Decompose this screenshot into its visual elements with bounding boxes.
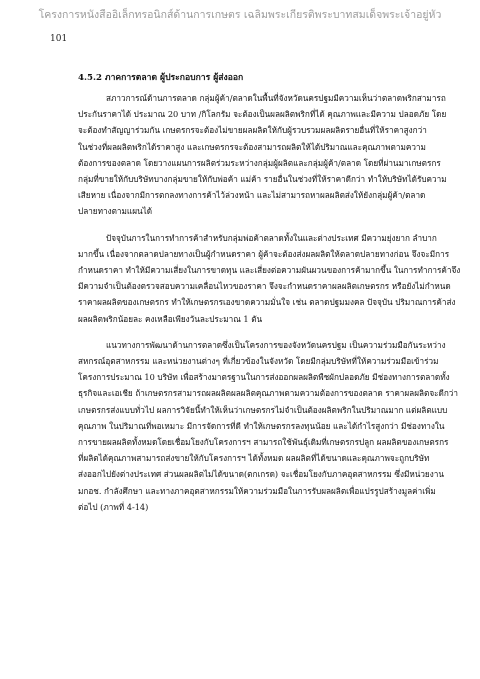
paragraph-line: คุณภาพ ในปริมาณที่พอเหมาะ มีการจัดการที่ดี ทำให้เกษตรกรลงทุนน้อย และได้กำไรสูงกว่า มีช่องทางใน — [78, 420, 445, 431]
paragraph-line: ที่ผลิตได้คุณภาพสามารถส่งขายให้กับโครงการฯ ได้ทั้งหมด ผลผลิตที่ได้ขนาดและคุณภาพจะถูกบริษัท — [78, 453, 430, 464]
main-content — [78, 72, 461, 525]
paragraph-line: สภาวการณ์ด้านการตลาด กลุ่มผู้ค้า/ตลาดในพื้นที่จังหวัดนครปฐมมีความเห็นว่าตลาดพริกสามารถ — [106, 93, 446, 103]
paragraph-line: โครงการประมาณ 10 บริษัท เพื่อสร้างมาตรฐานในการส่งออกผลผลิตพืชผักปลอดภัย มีช่องทางการตลาดทั้ง — [78, 372, 450, 383]
paragraph-development-approach — [78, 337, 458, 515]
paragraph-line: ต่อไป (ภาพที่ 4-14) — [78, 501, 149, 512]
paragraph-line: ต้องการของตลาด โดยวางแผนการผลิตร่วมระหว่างกลุ่มผู้ผลิตและกลุ่มผู้ค้า/ตลาด โดยที่ผ่านมาเกษตรกร — [78, 157, 441, 168]
paragraph-line: กำหนดราคา ทำให้มีความเสี่ยงในการขาดทุน และเสี่ยงต่อความผันผวนของการค้ามากขึ้น ในการทำการค้าจึง — [78, 265, 461, 276]
paragraph-line: เสียหาย เนื่องจากมีการตกลงทางการค้าไว้ล่วงหน้า และไม่สามารถหาผลผลิตส่งให้ยังกลุ่มผู้ค้า/ตลาด — [78, 190, 426, 201]
paragraph-market-situation — [78, 90, 447, 220]
paragraph-line: ธุรกิจและเอเชีย ถ้าเกษตรกรสามารถผลผลิตผลผลิตคุณภาพตามความต้องการของตลาด ราคาผลผลิตจะดีกว่า — [78, 388, 458, 399]
paragraph-line: ส่งออกไปยังต่างประเทศ ส่วนผลผลิตไม่ได้ขนาด(ตกเกรด) จะเชื่อมโยงกับภาคอุตสาหกรรม ซึ่งมีหน่วยงาน — [78, 469, 444, 480]
paragraph-line: การขายผลผลิตทั้งหมดโดยเชื่อมโยงกับโครงการฯ สามารถใช้พันธุ์เดิมที่เกษตรกรปลูก ผลผลิตของเกษตรกร — [78, 437, 449, 448]
paragraph-line: สหกรณ์อุตสาหกรรม และหน่วยงานต่างๆ ที่เกี่ยวข้องในจังหวัด โดยมีกลุ่มบริษัทที่ให้ความร่วมมือเข้าร่วม — [78, 356, 439, 367]
section-heading: 4.5.2 ภาคการตลาด ผู้ประกอบการ ผู้ส่งออก — [78, 73, 244, 83]
paragraph-line: เกษตรกรส่งแบบทั่วไป ผลการวิจัยนี้ทำให้เห็นว่าเกษตรกรไม่จำเป็นต้องผลิตพริกในปริมาณมาก แต่ผลิตแบบ — [78, 404, 448, 415]
paragraph-line: ผลผลิตพริกน้อยละ คงเหลือเพียงวันละประมาณ 1 ตัน — [78, 313, 263, 324]
paragraph-line: ในช่วงที่ผลผลิตพริกได้ราคาสูง และเกษตรกรจะต้องสามารถผลิตให้ได้ปริมาณและคุณภาพตามความ — [78, 141, 426, 152]
page-number: 101 — [50, 34, 68, 44]
paragraph-line: ราคาผลผลิตของเกษตรกร ทำให้เกษตรกรเองขาดความมั่นใจ เช่น ตลาดปฐมมงคล ปัจจุบัน ปริมาณการค้าส่ง — [78, 297, 456, 308]
paragraph-line: ปัจจุบันการในการทำการค้าสำหรับกลุ่มพ่อค้าตลาดทั้งในและต่างประเทศ มีความยุ่งยาก ลำบาก — [106, 232, 437, 243]
paragraph-line: กลุ่มที่ขายให้กับบริษัทบางกลุ่มขายให้กับพ่อค้า แม่ค้า รายอื่นในช่วงที่ให้ราคาดีกว่า ทำให้บริษัทได้รับความ — [78, 174, 447, 185]
paragraph-line: มากขึ้น เนื่องจากตลาดปลายทางเป็นผู้กำหนดราคา ผู้ค้าจะต้องส่งผลผลิตให้ตลาดปลายทางก่อน จึงจะมีการ — [78, 248, 450, 259]
paragraph-line: มกอช. กำลังศึกษา และทางภาคอุตสาหกรรมให้ความร่วมมือในการรับผลผลิตเพื่อแปรรูปสร้างมูลค่าเพิ่ม — [78, 485, 436, 496]
paragraph-line: ประกันราคาได้ ประมาณ 20 บาท /กิโลกรัม จะต้องเป็นผลผลิตพริกที่ได้ คุณภาพและมีความ ปลอดภัย โดย — [78, 109, 447, 120]
paragraph-line: มีความจำเป็นต้องตรวจสอบความเคลื่อนไหวของราคา จึงจะกำหนดราคาผลผลิตเกษตรกร หรือยังไม่กำหนด — [78, 281, 451, 292]
paragraph-current-trade — [78, 230, 461, 327]
paragraph-line: จะต้องทำสัญญาร่วมกัน เกษตรกรจะต้องไม่ขายผลผลิตให้กับผู้รวบรวมผลผลิตรายอื่นที่ให้ราคาสูงกว่า — [78, 125, 427, 136]
paragraph-line: แนวทางการพัฒนาด้านการตลาดซึ่งเป็นโครงการของจังหวัดนครปฐม เป็นความร่วมมือกันระหว่าง — [106, 339, 446, 350]
paragraph-line: ปลายทางตามแผนได้ — [78, 206, 153, 217]
running-header: โครงการหนังสืออิเล็กทรอนิกส์ด้านการเกษตร เฉลิมพระเกียรติพระบาทสมเด็จพระเจ้าอยู่หัว — [38, 9, 442, 21]
